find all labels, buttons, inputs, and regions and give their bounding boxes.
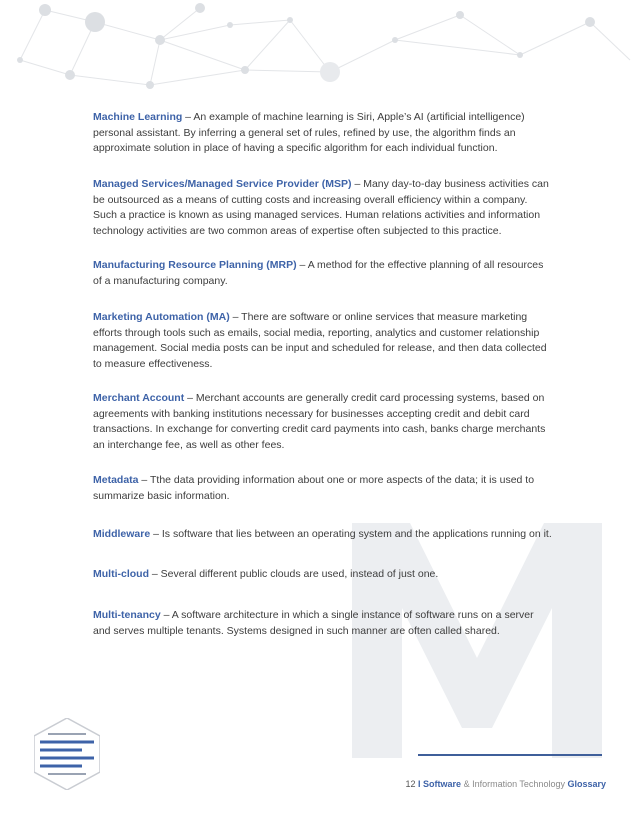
glossary-entry <box>93 567 553 583</box>
entry-term: Multi-cloud <box>93 568 149 580</box>
glossary-entry <box>93 310 553 372</box>
entry-term: Middleware <box>93 528 151 540</box>
footer-word-software: Software <box>423 779 462 789</box>
glossary-entry <box>93 527 553 543</box>
footer-middle-text: & Information Technology <box>461 779 568 789</box>
entry-term: Metadata <box>93 474 139 486</box>
entry-definition: – A method for the effective planning of all resources of a manufacturing company. <box>93 259 544 287</box>
glossary-entry <box>93 258 553 289</box>
entry-term: Machine Learning <box>93 111 183 123</box>
footer-word-glossary: Glossary <box>567 779 606 789</box>
entry-term: Managed Services/Managed Service Provider (MSP) <box>93 178 352 190</box>
entry-term: Marketing Automation (MA) <box>93 311 230 323</box>
entry-definition: – Many day-to-day business activities can be outsourced as a means of cutting costs and increasing overall efficiency within a company. Such a practice is known as using managed services. Human relations activities and information technology activities are two common areas of expertise often subjected to this practice. <box>93 178 549 237</box>
footer-separator: I <box>418 779 421 789</box>
entry-definition: – An example of machine learning is Siri, Apple’s AI (artificial intelligence) personal assistant. By inferring a general set of rules, refined by use, the algorithm finds an approximate solution in place of having a specific algorithm for each individual function. <box>93 111 525 155</box>
glossary-entry <box>93 110 553 157</box>
footer-rule <box>418 754 602 756</box>
entry-term: Merchant Account <box>93 392 185 404</box>
glossary-entry <box>93 177 553 239</box>
entry-term: Manufacturing Resource Planning (MRP) <box>93 259 297 271</box>
glossary-entry <box>93 391 553 453</box>
page-footer <box>405 779 606 789</box>
entry-definition: – There are software or online services that measure marketing efforts through tools such as emails, social media, reporting, analytics and customer relationship management. Social media posts can be input and scheduled for release, and then data collected to measure effectiveness. <box>93 311 547 370</box>
glossary-entry <box>93 608 553 639</box>
network-graphic <box>0 0 638 120</box>
entry-definition: – Is software that lies between an operating system and the applications running on it. <box>150 528 552 540</box>
entry-definition: – Tthe data providing information about one or more aspects of the data; it is used to summarize basic information. <box>93 474 535 502</box>
company-logo-icon <box>34 718 100 790</box>
entry-definition: – Merchant accounts are generally credit card processing systems, based on agreements with banking institutions necessary for businesses accepting credit and debit card transactions. In exchange for converting credit card payments into cash, banks charge merchants an interchange fee, as well as other fees. <box>93 392 546 451</box>
entry-definition: – Several different public clouds are used, instead of just one. <box>149 568 439 580</box>
page-number: 12 <box>405 779 416 789</box>
glossary-entry <box>93 473 553 504</box>
entry-definition: – A software architecture in which a single instance of software runs on a server and serves multiple tenants. Systems designed in such manner are often called shared. <box>93 609 534 637</box>
entry-term: Multi-tenancy <box>93 609 161 621</box>
